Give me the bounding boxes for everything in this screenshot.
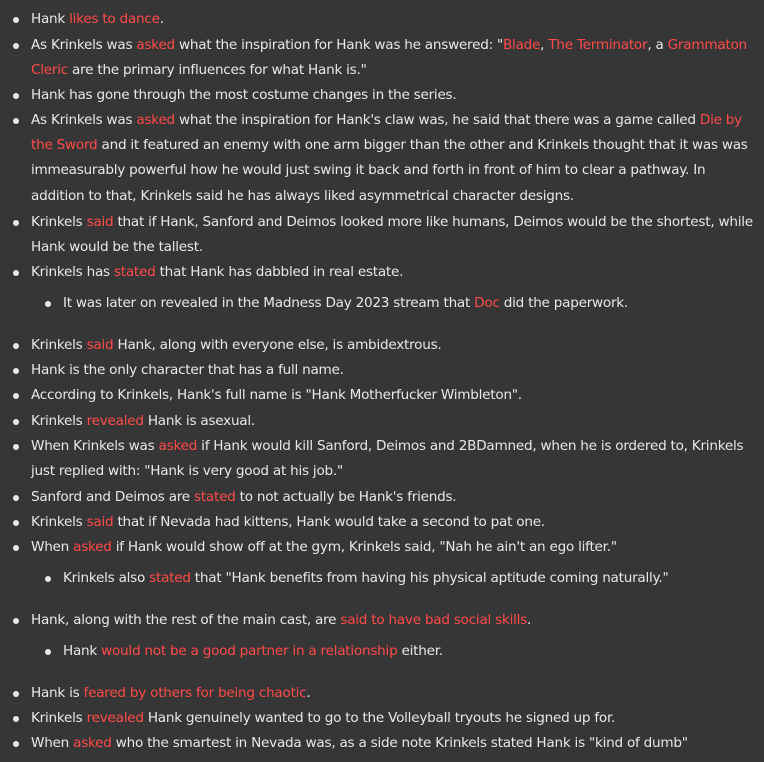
item-text: that Hank has dabbled in real estate. — [155, 264, 404, 280]
item-text: to not actually be Hank's friends. — [235, 489, 457, 505]
item-text: Sanford and Deimos are — [31, 489, 194, 505]
bullet-icon — [13, 220, 19, 226]
item-text: that if Hank, Sanford and Deimos looked more like humans, Deimos would be the shortest, while Hank would be the tallest. — [31, 214, 753, 256]
item-text: When Krinkels was — [31, 438, 159, 454]
wiki-link[interactable]: said — [86, 214, 114, 230]
item-text: that "Hank benefits from having his physical aptitude coming naturally." — [190, 570, 669, 586]
list-item — [31, 108, 756, 209]
item-text: It was later on revealed in the Madness Day 2023 stream that — [63, 295, 475, 311]
list-item — [31, 510, 756, 535]
list-item — [31, 409, 756, 434]
list-item — [31, 608, 756, 633]
bullet-icon — [13, 419, 19, 425]
item-text: Hank — [63, 643, 102, 659]
wiki-link[interactable]: stated — [194, 489, 236, 505]
wiki-link[interactable]: Blade — [502, 37, 541, 53]
bullet-icon — [13, 716, 19, 722]
item-text: Krinkels — [31, 514, 87, 530]
bullet-icon — [13, 444, 19, 450]
item-text: if Hank would kill Sanford, Deimos and 2BDamned, when he is ordered to, Krinkels just replied with: "Hank is very good at his job." — [31, 438, 744, 480]
item-text: Hank — [31, 11, 70, 27]
wiki-link[interactable]: Die by the Sword — [31, 112, 742, 154]
item-text: . — [159, 11, 164, 27]
list-item — [31, 33, 756, 83]
list-item — [31, 485, 756, 510]
item-text: what the inspiration for Hank was he answered: " — [174, 37, 503, 53]
nested-list-item — [63, 291, 756, 316]
item-text: When — [31, 539, 74, 555]
bullet-icon — [13, 618, 19, 624]
wiki-link[interactable]: Grammaton Cleric — [31, 37, 747, 79]
item-text: Krinkels — [31, 337, 87, 353]
wiki-link[interactable]: would not be a good partner in a relationship — [101, 643, 398, 659]
item-text: . — [527, 612, 532, 628]
bullet-icon — [13, 741, 19, 747]
list-item — [31, 681, 756, 706]
bullet-icon — [13, 393, 19, 399]
list-item — [31, 535, 756, 560]
wiki-link[interactable]: asked — [136, 112, 175, 128]
list-item — [31, 83, 756, 108]
bullet-icon — [13, 368, 19, 374]
bullet-icon — [45, 301, 51, 307]
list-item — [31, 260, 756, 285]
item-text: and it featured an enemy with one arm bigger than the other and Krinkels thought that it was was immeasurably powerful how he would just swing it back and forth in front of him to clear a pathway. In addition to that, Krinkels said he has always liked asymmetrical character designs. — [31, 137, 748, 204]
item-text: Krinkels — [31, 413, 87, 429]
item-text: According to Krinkels, Hank's full name is "Hank Motherfucker Wimbleton". — [31, 387, 522, 403]
wiki-link[interactable]: Doc — [474, 295, 500, 311]
wiki-link[interactable]: said — [86, 337, 114, 353]
item-text: Hank is — [31, 685, 84, 701]
item-text: Hank, along with the rest of the main cast, are — [31, 612, 341, 628]
nested-list-item — [63, 566, 756, 591]
item-text: As Krinkels was — [31, 112, 137, 128]
wiki-link[interactable]: likes to dance — [69, 11, 160, 27]
wiki-link[interactable]: The Terminator — [548, 37, 648, 53]
bullet-icon — [13, 545, 19, 551]
item-text: Krinkels also — [63, 570, 150, 586]
bullet-icon — [13, 691, 19, 697]
item-text: As Krinkels was — [31, 37, 137, 53]
wiki-link[interactable]: feared by others for being chaotic — [83, 685, 307, 701]
bullet-icon — [13, 495, 19, 501]
item-text: that if Nevada had kittens, Hank would take a second to pat one. — [113, 514, 545, 530]
item-text: who the smartest in Nevada was, as a side note Krinkels stated Hank is "kind of dumb" — [111, 735, 688, 751]
wiki-link[interactable]: stated — [113, 264, 156, 280]
list-item — [31, 731, 756, 756]
bullet-icon — [13, 520, 19, 526]
list-item — [31, 358, 756, 383]
item-text: Krinkels has — [31, 264, 114, 280]
item-text: , — [540, 37, 549, 53]
list-item — [31, 383, 756, 408]
item-text: Krinkels — [31, 214, 87, 230]
list-item — [31, 210, 756, 260]
wiki-link[interactable]: asked — [73, 539, 112, 555]
wiki-link[interactable]: said to have bad social skills — [340, 612, 527, 628]
item-text: did the paperwork. — [499, 295, 629, 311]
list-item — [31, 706, 756, 731]
item-text: Krinkels — [31, 710, 87, 726]
item-text: . — [306, 685, 311, 701]
list-item — [31, 434, 756, 484]
item-text: Hank is the only character that has a full name. — [31, 362, 344, 378]
bullet-icon — [13, 93, 19, 99]
bullet-icon — [13, 118, 19, 124]
list-item — [31, 333, 756, 358]
wiki-link[interactable]: revealed — [86, 413, 144, 429]
bullet-icon — [13, 43, 19, 49]
item-text: Hank has gone through the most costume changes in the series. — [31, 87, 457, 103]
bullet-icon — [45, 649, 51, 655]
wiki-link[interactable]: asked — [158, 438, 198, 454]
bullet-icon — [13, 343, 19, 349]
item-text: Hank is asexual. — [143, 413, 255, 429]
wiki-link[interactable]: revealed — [86, 710, 144, 726]
bullet-icon — [13, 17, 19, 23]
bullet-icon — [45, 576, 51, 582]
item-text: Hank, along with everyone else, is ambidextrous. — [113, 337, 442, 353]
item-text: what the inspiration for Hank's claw was, he said that there was a game called — [174, 112, 700, 128]
wiki-link[interactable]: asked — [73, 735, 112, 751]
item-text: either. — [397, 643, 443, 659]
nested-list-item — [63, 639, 756, 664]
item-text: are the primary influences for what Hank is." — [67, 62, 367, 79]
wiki-link[interactable]: asked — [136, 37, 175, 53]
item-text: Hank genuinely wanted to go to the Volleyball tryouts he signed up for. — [143, 710, 616, 726]
wiki-link[interactable]: said — [86, 514, 114, 530]
item-text: When — [31, 735, 74, 751]
bullet-icon — [13, 270, 19, 276]
list-item — [31, 7, 756, 32]
item-text: , a — [647, 37, 668, 53]
wiki-link[interactable]: stated — [149, 570, 191, 586]
item-text: if Hank would show off at the gym, Krinkels said, "Nah he ain't an ego lifter." — [111, 539, 617, 555]
